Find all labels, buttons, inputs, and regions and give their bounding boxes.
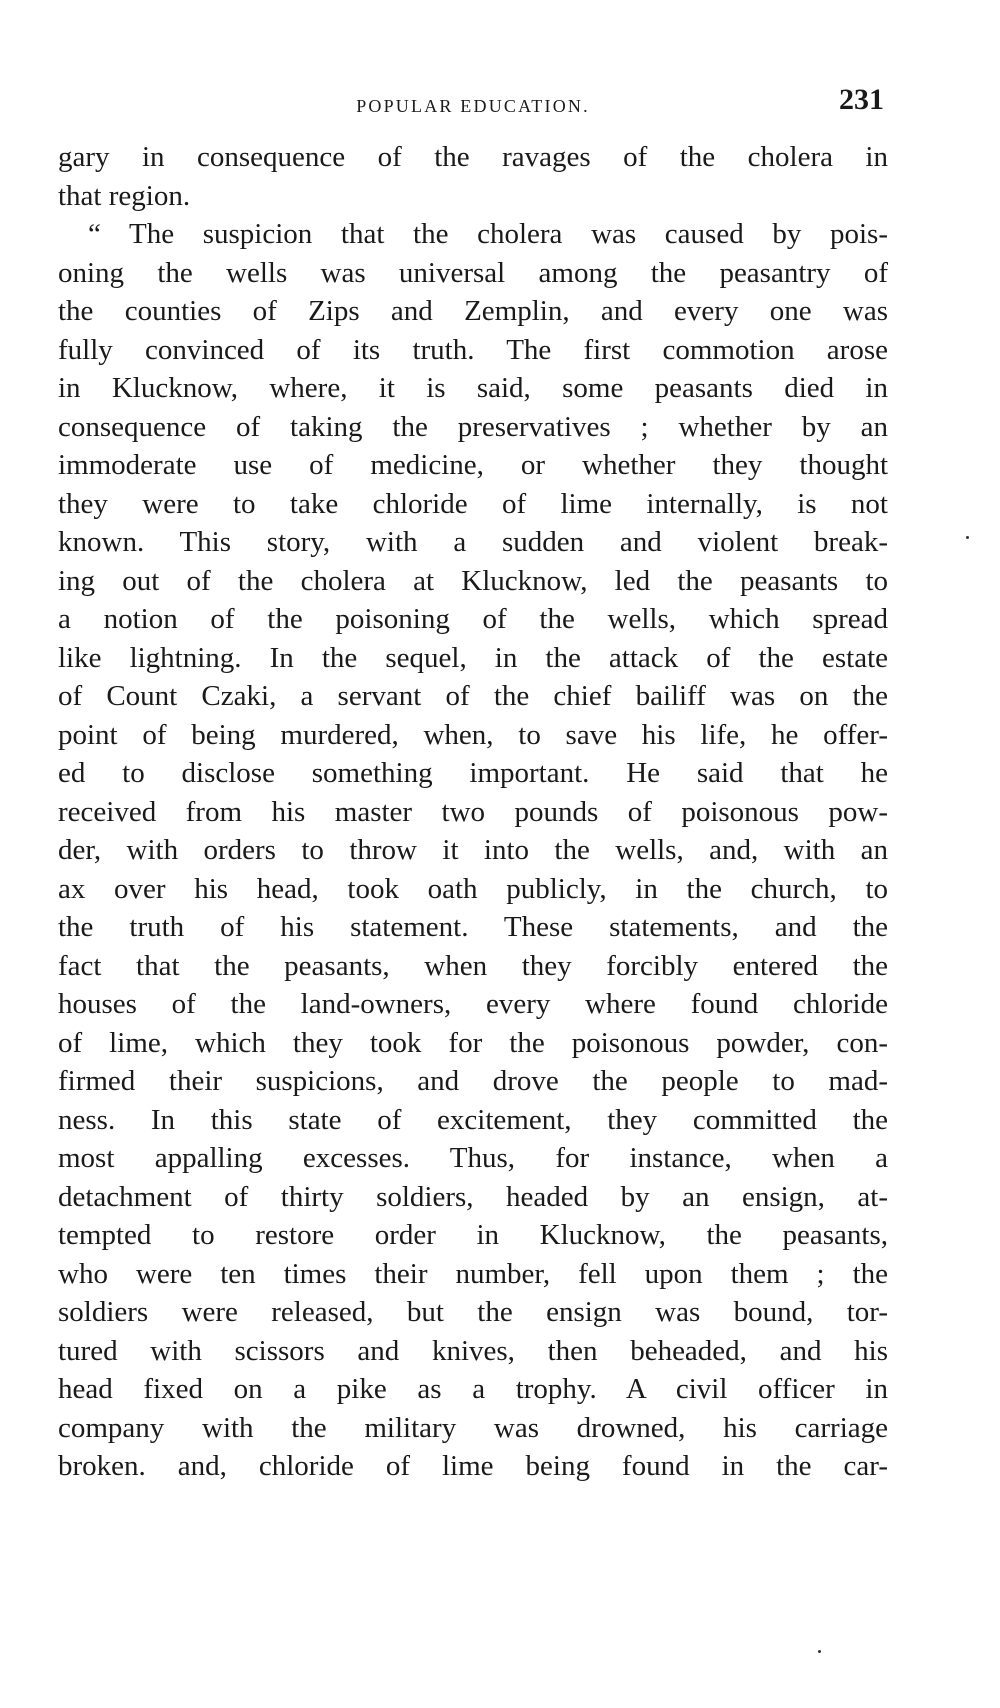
text-line: ax over his head, took oath publicly, in the church, to (58, 872, 888, 905)
text-line: oning the wells was universal among the peasantry of (58, 256, 888, 289)
text-line: of lime, which they took for the poisonous powder, con- (58, 1026, 888, 1059)
text-line: tempted to restore order in Klucknow, the peasants, (58, 1219, 888, 1251)
text-line: a notion of the poisoning of the wells, which spread (58, 603, 888, 635)
text-line: point of being murdered, when, to save his life, he offer- (58, 718, 888, 751)
text-line: soldiers were released, but the ensign was bound, tor- (58, 1296, 888, 1328)
text-line: broken. and, chloride of lime being found in the car- (58, 1450, 888, 1482)
text-line: der, with orders to throw it into the wells, and, with an (58, 834, 888, 866)
text-line: of Count Czaki, a servant of the chief bailiff was on the (58, 680, 888, 712)
text-line: received from his master two pounds of poisonous pow- (58, 795, 888, 828)
text-line: firmed their suspicions, and drove the people to mad- (58, 1065, 888, 1097)
text-line: fully convinced of its truth. The first commotion arose (58, 333, 888, 366)
page-number: 231 (839, 83, 884, 116)
text-line: that region. (58, 179, 191, 212)
text-line: “ The suspicion that the cholera was caused by pois- (88, 218, 888, 250)
ink-speck (966, 536, 969, 539)
text-line: ed to disclose something important. He said that he (58, 757, 888, 789)
text-line: tured with scissors and knives, then beheaded, and his (58, 1334, 888, 1367)
text-line: ing out of the cholera at Klucknow, led the peasants to (58, 564, 888, 597)
text-line: detachment of thirty soldiers, headed by an ensign, at- (58, 1180, 888, 1213)
text-line: they were to take chloride of lime internally, is not (58, 487, 888, 520)
text-line: in Klucknow, where, it is said, some peasants died in (58, 372, 888, 404)
text-line: the truth of his statement. These statements, and the (58, 911, 888, 943)
page-header (58, 82, 888, 126)
text-line: houses of the land-owners, every where found chloride (58, 988, 888, 1020)
running-head: POPULAR EDUCATION. (356, 96, 590, 116)
text-line: fact that the peasants, when they forcibly entered the (58, 949, 888, 982)
body-text (58, 138, 888, 1486)
text-line: who were ten times their number, fell upon them ; the (58, 1257, 888, 1290)
text-line: immoderate use of medicine, or whether they thought (58, 449, 888, 481)
text-line: most appalling excesses. Thus, for instance, when a (58, 1142, 888, 1174)
text-line: head fixed on a pike as a trophy. A civil officer in (58, 1373, 888, 1405)
text-line: known. This story, with a sudden and violent break- (58, 526, 888, 558)
ink-speck (818, 1650, 821, 1653)
text-line: company with the military was drowned, his carriage (58, 1411, 888, 1444)
text-line: consequence of taking the preservatives ; whether by an (58, 410, 888, 443)
text-line: ness. In this state of excitement, they committed the (58, 1103, 888, 1136)
text-line: like lightning. In the sequel, in the attack of the estate (58, 641, 888, 674)
text-line: the counties of Zips and Zemplin, and every one was (58, 295, 888, 327)
text-line: gary in consequence of the ravages of the cholera in (58, 141, 888, 173)
